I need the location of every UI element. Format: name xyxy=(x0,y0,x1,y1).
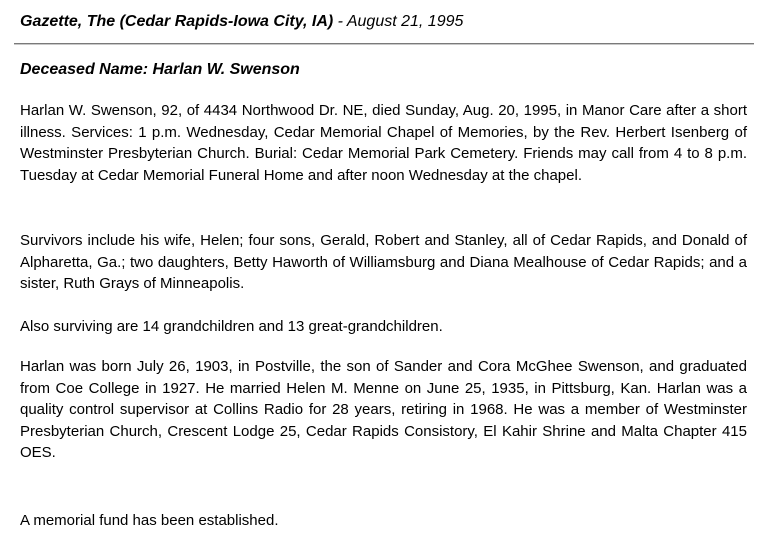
publication-header xyxy=(20,12,463,32)
deceased-label: Deceased Name: xyxy=(20,61,149,78)
deceased-name: Harlan W. Swenson xyxy=(152,61,300,78)
publication-date: August 21, 1995 xyxy=(346,13,464,30)
publication-source: Gazette, The (Cedar Rapids-Iowa City, IA) xyxy=(20,13,334,30)
obituary-paragraph-biography: Harlan was born July 26, 1903, in Postville, the son of Sander and Cora McGhee Swenson, and graduated from Coe College in 1927. He married Helen M. Menne on June 25, 1935, in Pittsburg, Kan. Harlan was a quality control supervisor at Collins Radio for 28 years, retiring in 1968. He was a member of Westminster Presbyterian Church, Crescent Lodge 25, Cedar Rapids Consistory, El Kahir Shrine and Malta Chapter 415 OES. xyxy=(20,358,747,461)
header-separator: - xyxy=(333,13,347,30)
obituary-paragraph-memorial: A memorial fund has been established. xyxy=(20,512,279,529)
obituary-paragraph-survivors: Survivors include his wife, Helen; four sons, Gerald, Robert and Stanley, all of Cedar Rapids, and Donald of Alpharetta, Ga.; two daughters, Betty Haworth of Williamsburg and Diana Mealhouse of Cedar Rapids; and a sister, Ruth Grays of Minneapolis. xyxy=(20,232,747,292)
obituary-paragraph-grandchildren: Also surviving are 14 grandchildren and 13 great-grandchildren. xyxy=(20,318,443,335)
deceased-heading xyxy=(20,60,300,80)
header-divider xyxy=(14,43,754,45)
obituary-paragraph-death-services: Harlan W. Swenson, 92, of 4434 Northwood Dr. NE, died Sunday, Aug. 20, 1995, in Manor Care after a short illness. Services: 1 p.m. Wednesday, Cedar Memorial Chapel of Memories, by the Rev. Herbert Isenberg of Westminster Presbyterian Church. Burial: Cedar Memorial Park Cemetery. Friends may call from 4 to 8 p.m. Tuesday at Cedar Memorial Funeral Home and after noon Wednesday at the chapel. xyxy=(20,102,747,184)
